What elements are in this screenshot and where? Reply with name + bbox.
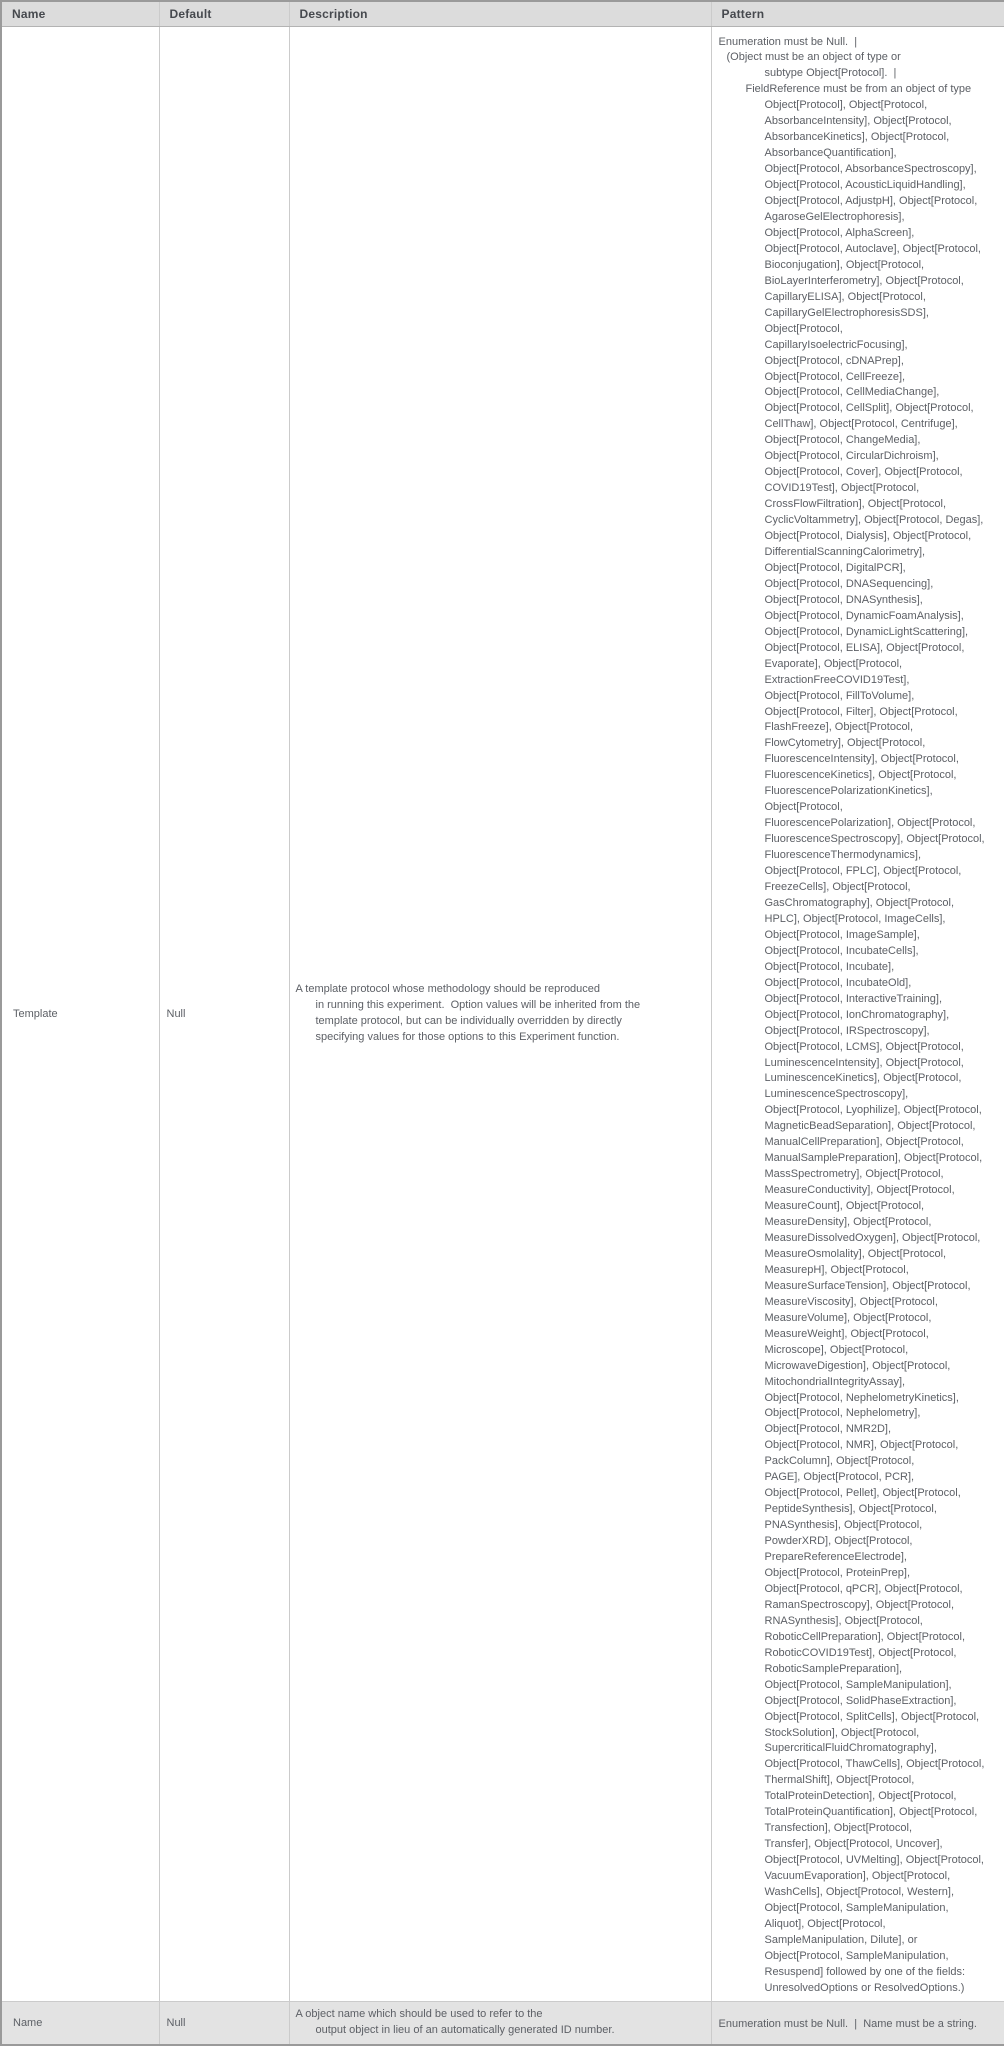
header-row — [1, 1, 1004, 26]
table-row-name — [1, 2001, 1004, 2045]
name-description-cell — [289, 2001, 711, 2045]
name-pattern-cell — [711, 2001, 1004, 2045]
name-name-cell: Name — [1, 2001, 159, 2045]
template-name-cell: Template — [1, 26, 159, 2001]
column-header-pattern: Pattern — [711, 1, 1004, 26]
column-header-default: Default — [159, 1, 289, 26]
name-default-cell: Null — [159, 2001, 289, 2045]
template-pattern-cell — [711, 26, 1004, 2001]
template-default-cell: Null — [159, 26, 289, 2001]
column-header-name: Name — [1, 1, 159, 26]
name-description-text: A object name which should be used to refer to the output object in lieu of an automatically generated ID number. — [295, 2008, 615, 2036]
table-row-template — [1, 26, 1004, 2001]
template-pattern-text: Enumeration must be Null. | (Object must be an object of type or subtype Object[Protocol]. | FieldReference must be from an object of type Object[Protocol], Object[Protocol, AbsorbanceIntensity], Object[Protocol, AbsorbanceKinetics], Object[Protocol, AbsorbanceQuantification], Object[Protocol, AbsorbanceSpectroscopy], Object[Protocol, AcousticLiquidHandling], Object[Protocol, AdjustpH], Object[Protocol, AgaroseGelElectrophoresis], Object[Protocol, AlphaScreen], Object[Protocol, Autoclave], Object[Protocol, Bioconjugation], Object[Protocol, BioLayerInterferometry], Object[Protocol, CapillaryELISA], Object[Protocol, CapillaryGelElectrophoresisSDS], Object[Protocol, CapillaryIsoelectricFocusing], Object[Protocol, cDNAPrep], Object[Protocol, CellFreeze], Object[Protocol, CellMediaChange], Object[Protocol, CellSplit], Object[Protocol, CellThaw], Object[Protocol, Centrifuge], Object[Protocol, ChangeMedia], Object[Protocol, CircularDichroism], Object[Protocol, Cover], Object[Protocol, COVID19Test], Object[Protocol, CrossFlowFiltration], Object[Protocol, CyclicVoltammetry], Object[Protocol, Degas], Object[Protocol, Dialysis], Object[Protocol, DifferentialScanningCalorimetry], Object[Protocol, DigitalPCR], Object[Protocol, DNASequencing], Object[Protocol, DNASynthesis], Object[Protocol, DynamicFoamAnalysis], Object[Protocol, DynamicLightScattering], Object[Protocol, ELISA], Object[Protocol, Evaporate], Object[Protocol, ExtractionFreeCOVID19Test], Object[Protocol, FillToVolume], Object[Protocol, Filter], Object[Protocol, FlashFreeze], Object[Protocol, FlowCytometry], Object[Protocol, FluorescenceIntensity], Object[Protocol, FluorescenceKinetics], Object[Protocol, FluorescencePolarizationKinetics], Object[Protocol, FluorescencePolarization], Object[Protocol, FluorescenceSpectroscopy], Object[Protocol, FluorescenceThermodynamics], Object[Protocol, FPLC], Object[Protocol, FreezeCells], Object[Protocol, GasChromatography], Object[Protocol, HPLC], Object[Protocol, ImageCells], Object[Protocol, ImageSample], Object[Protocol, IncubateCells], Object[Protocol, Incubate], Object[Protocol, IncubateOld], Object[Protocol, InteractiveTraining], Object[Protocol, IonChromatography], Object[Protocol, IRSpectroscopy], Object[Protocol, LCMS], Object[Protocol, LuminescenceIntensity], Object[Protocol, LuminescenceKinetics], Object[Protocol, LuminescenceSpectroscopy], Object[Protocol, Lyophilize], Object[Protocol, MagneticBeadSeparation], Object[Protocol, ManualCellPreparation], Object[Protocol, ManualSamplePreparation], Object[Protocol, MassSpectrometry], Object[Protocol, MeasureConductivity], Object[Protocol, MeasureCount], Object[Protocol, MeasureDensity], Object[Protocol, MeasureDissolvedOxygen], Object[Protocol, MeasureOsmolality], Object[Protocol, MeasurepH], Object[Protocol, MeasureSurfaceTension], Object[Protocol, MeasureViscosity], Object[Protocol, MeasureVolume], Object[Protocol, MeasureWeight], Object[Protocol, Microscope], Object[Protocol, MicrowaveDigestion], Object[Protocol, MitochondrialIntegrityAssay], Object[Protocol, NephelometryKinetics], Object[Protocol, Nephelometry], Object[Protocol, NMR2D], Object[Protocol, NMR], Object[Protocol, PackColumn], Object[Protocol, PAGE], Object[Protocol, PCR], Object[Protocol, Pellet], Object[Protocol, PeptideSynthesis], Object[Protocol, PNASynthesis], Object[Protocol, PowderXRD], Object[Protocol, PrepareReferenceElectrode], Object[Protocol, ProteinPrep], Object[Protocol, qPCR], Object[Protocol, RamanSpectroscopy], Object[Protocol, RNASynthesis], Object[Protocol, RoboticCellPreparation], Object[Protocol, RoboticCOVID19Test], Object[Protocol, RoboticSamplePreparation], Object[Protocol, SampleManipulation], Object[Protocol, SolidPhaseExtraction], Object[Protocol, SplitCells], Object[Protocol, StockSolution], Object[Protocol, SupercriticalFluidChromatography], Object[Protocol, ThawCells], Object[Protocol, ThermalShift], Object[Protocol, TotalProteinDetection], Object[Protocol, TotalProteinQuantification], Object[Protocol, Transfection], Object[Protocol, Transfer], Object[Protocol, Uncover], Object[Protocol, UVMelting], Object[Protocol, VacuumEvaporation], Object[Protocol, WashCells], Object[Protocol, Western], Object[Protocol, SampleManipulation, Aliquot], Object[Protocol, SampleManipulation, Dilute], or Object[Protocol, SampleManipulation, Resuspend] followed by one of the fields: UnresolvedOptions or ResolvedOptions.) — [718, 35, 985, 1994]
template-description-cell — [289, 26, 711, 2001]
column-header-description: Description — [289, 1, 711, 26]
name-pattern-text: Enumeration must be Null. | Name must be a string. — [718, 2018, 977, 2030]
template-description-text: A template protocol whose methodology should be reproduced in running this experiment. Option values will be inherited from the template protocol, but can be individually overridden by directly specifying values for those options to this Experiment function. — [295, 982, 641, 1043]
